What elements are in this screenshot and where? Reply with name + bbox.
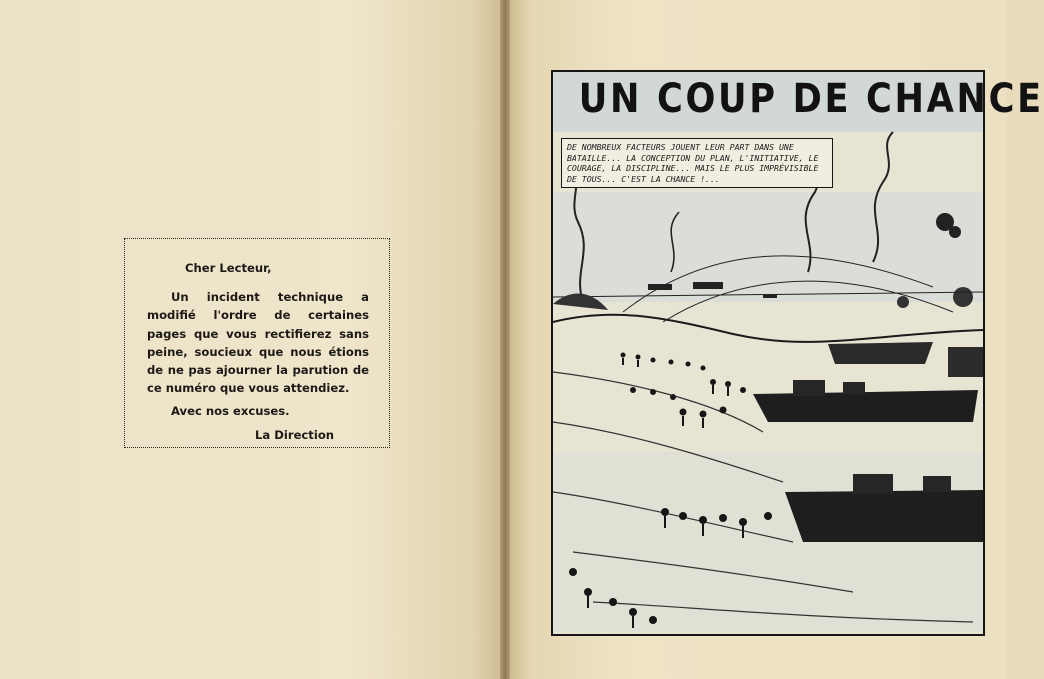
notice-apology: Avec nos excuses. (171, 404, 290, 419)
reader-notice (124, 238, 390, 448)
notice-signature: La Direction (255, 427, 335, 442)
notice-body: Un incident technique a modifié l'ordre de certaines pages que vous rectifierez sans peine, soucieux que nous étions de ne pas ajourner la parution de ce numéro que vous attendiez. (147, 290, 369, 396)
left-page (0, 0, 505, 679)
story-caption: DE NOMBREUX FACTEURS JOUENT LEUR PART DANS UNE BATAILLE... LA CONCEPTION DU PLAN, L'INITIATIVE, LE COURAGE, LA DISCIPLINE... MAIS LE PLUS IMPRÉVISIBLE DE TOUS... C'EST LA CHANCE !... (561, 138, 833, 188)
comic-panel (551, 70, 1044, 636)
story-title: UN COUP DE CHANCE (578, 76, 1044, 122)
book-gutter (500, 0, 510, 679)
notice-greeting: Cher Lecteur, (185, 261, 272, 275)
